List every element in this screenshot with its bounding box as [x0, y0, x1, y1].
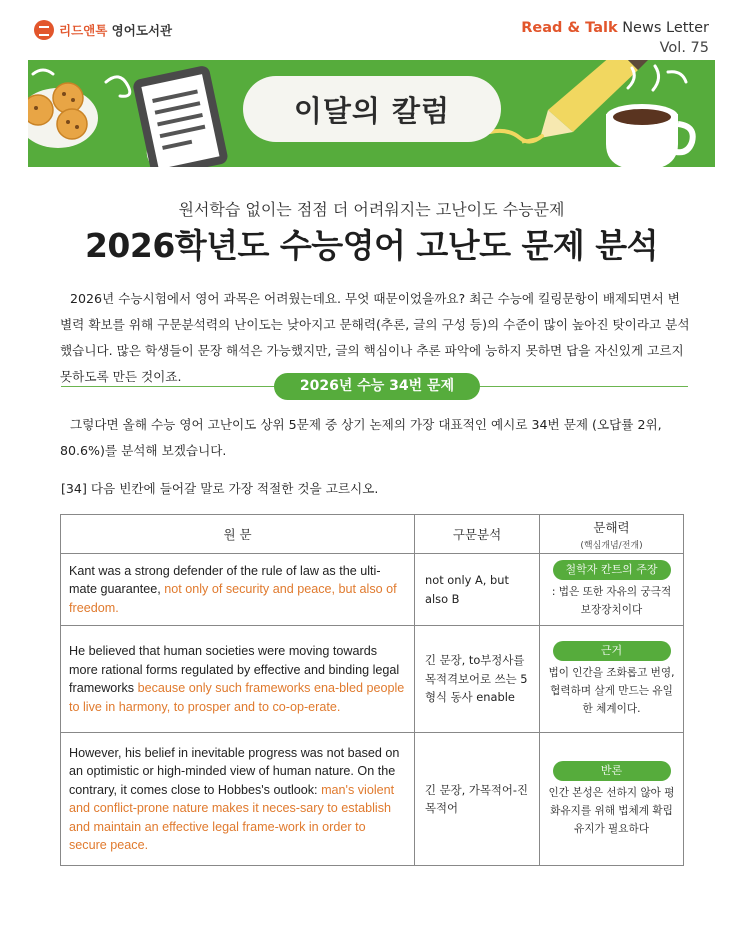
logo-mark-icon: [34, 20, 54, 40]
brand-logo: [34, 20, 172, 40]
analysis-table: [60, 514, 684, 866]
banner-title: 이달의 칼럼: [293, 93, 451, 128]
syntax-note: not only A, but also B: [415, 554, 540, 626]
original-text: He believed that human societies were moving towards more rational forms regulated by effective and binding legal frameworks because only such frameworks ena-bled people to live in harmony, to prosper and to co-op-erate.: [61, 626, 415, 733]
tablet-icon: [132, 65, 229, 167]
question-prompt: [34] 다음 빈칸에 들어갈 말로 가장 적절한 것을 고르시오.: [61, 481, 379, 496]
header-literacy: 문해력 (핵심개념/전개): [540, 515, 684, 554]
header-syntax: 구문분석: [415, 515, 540, 554]
literacy-tag: 반론: [553, 761, 671, 781]
literacy-note: 법이 인간을 조화롭고 번영, 협력하며 살게 만드는 유일한 체계이다.: [548, 666, 675, 715]
volume-label: Vol. 75: [659, 40, 709, 56]
header-original: 원 문: [61, 515, 415, 554]
article-title: 2026학년도 수능영어 고난도 문제 분석: [84, 226, 659, 265]
cookie-icon: [53, 83, 83, 113]
banner-title-pill: [243, 76, 501, 142]
literacy-tag: 근거: [553, 641, 671, 661]
literacy-cell: [540, 554, 684, 626]
cookie-icon: [28, 95, 53, 125]
original-text: However, his belief in inevitable progress was not based on an optimistic or high-minded view of human nature. On the contrary, it comes close to Hobbes's outlook: man's violent and conflict-prone nature makes it neces-sary to establish and maintain an effective legal frame-work in order to secure peace.: [61, 733, 415, 866]
table-row: [61, 626, 684, 733]
original-text: Kant was a strong defender of the rule of law as the ulti-mate guarantee, not only of security and peace, but also of freedom.: [61, 554, 415, 626]
logo-text: 리드앤톡 영어도서관: [59, 23, 173, 38]
article-subtitle: 원서학습 없이는 점점 더 어려워지는 고난이도 수능문제: [178, 200, 565, 219]
literacy-cell: [540, 733, 684, 866]
table-row: [61, 733, 684, 866]
newsletter-info: [521, 18, 709, 58]
column-banner: [28, 60, 715, 167]
literacy-tag: 철학자 칸트의 주장: [553, 560, 671, 580]
table-row: [61, 554, 684, 626]
coffee-cup-icon: [606, 104, 693, 167]
newsletter-title: Read & Talk News Letter: [521, 20, 709, 36]
literacy-cell: [540, 626, 684, 733]
syntax-note: 긴 문장, 가목적어-진목적어: [415, 733, 540, 866]
literacy-note: : 법은 또한 자유의 궁극적 보장장치이다: [551, 586, 672, 616]
section-label: 2026년 수능 34번 문제: [274, 373, 480, 400]
syntax-note: 긴 문장, to부정사를 목적격보어로 쓰는 5형식 동사 enable: [415, 626, 540, 733]
cookie-icon: [57, 109, 87, 139]
section-paragraph: 그렇다면 올해 수능 영어 고난이도 상위 5문제 중 상기 논제의 가장 대표적인 예시로 34번 문제 (오답률 2위, 80.6%)를 분석해 보겠습니다.: [60, 417, 662, 458]
table-header-row: [61, 515, 684, 554]
intro-paragraph: 2026년 수능시험에서 영어 과목은 어려웠는데요. 무엇 때문이었을까요? 최근 수능에 킬링문항이 배제되면서 변별력 확보를 위해 구문분석력의 난이도는 낮아지고 문해력(추론, 글의 구성 등)의 수준이 많이 높아진 탓이라고 분석했습니다. 많은 학생들이 문장 해석은 가능했지만, 글의 핵심이나 추론 파악에 능하지 못하면 답을 자신있게 고르지 못하도록 만든 것이죠.: [60, 291, 690, 384]
literacy-note: 인간 본성은 선하지 않아 평화유지를 위해 법체계 확립 유지가 필요하다: [548, 786, 675, 835]
